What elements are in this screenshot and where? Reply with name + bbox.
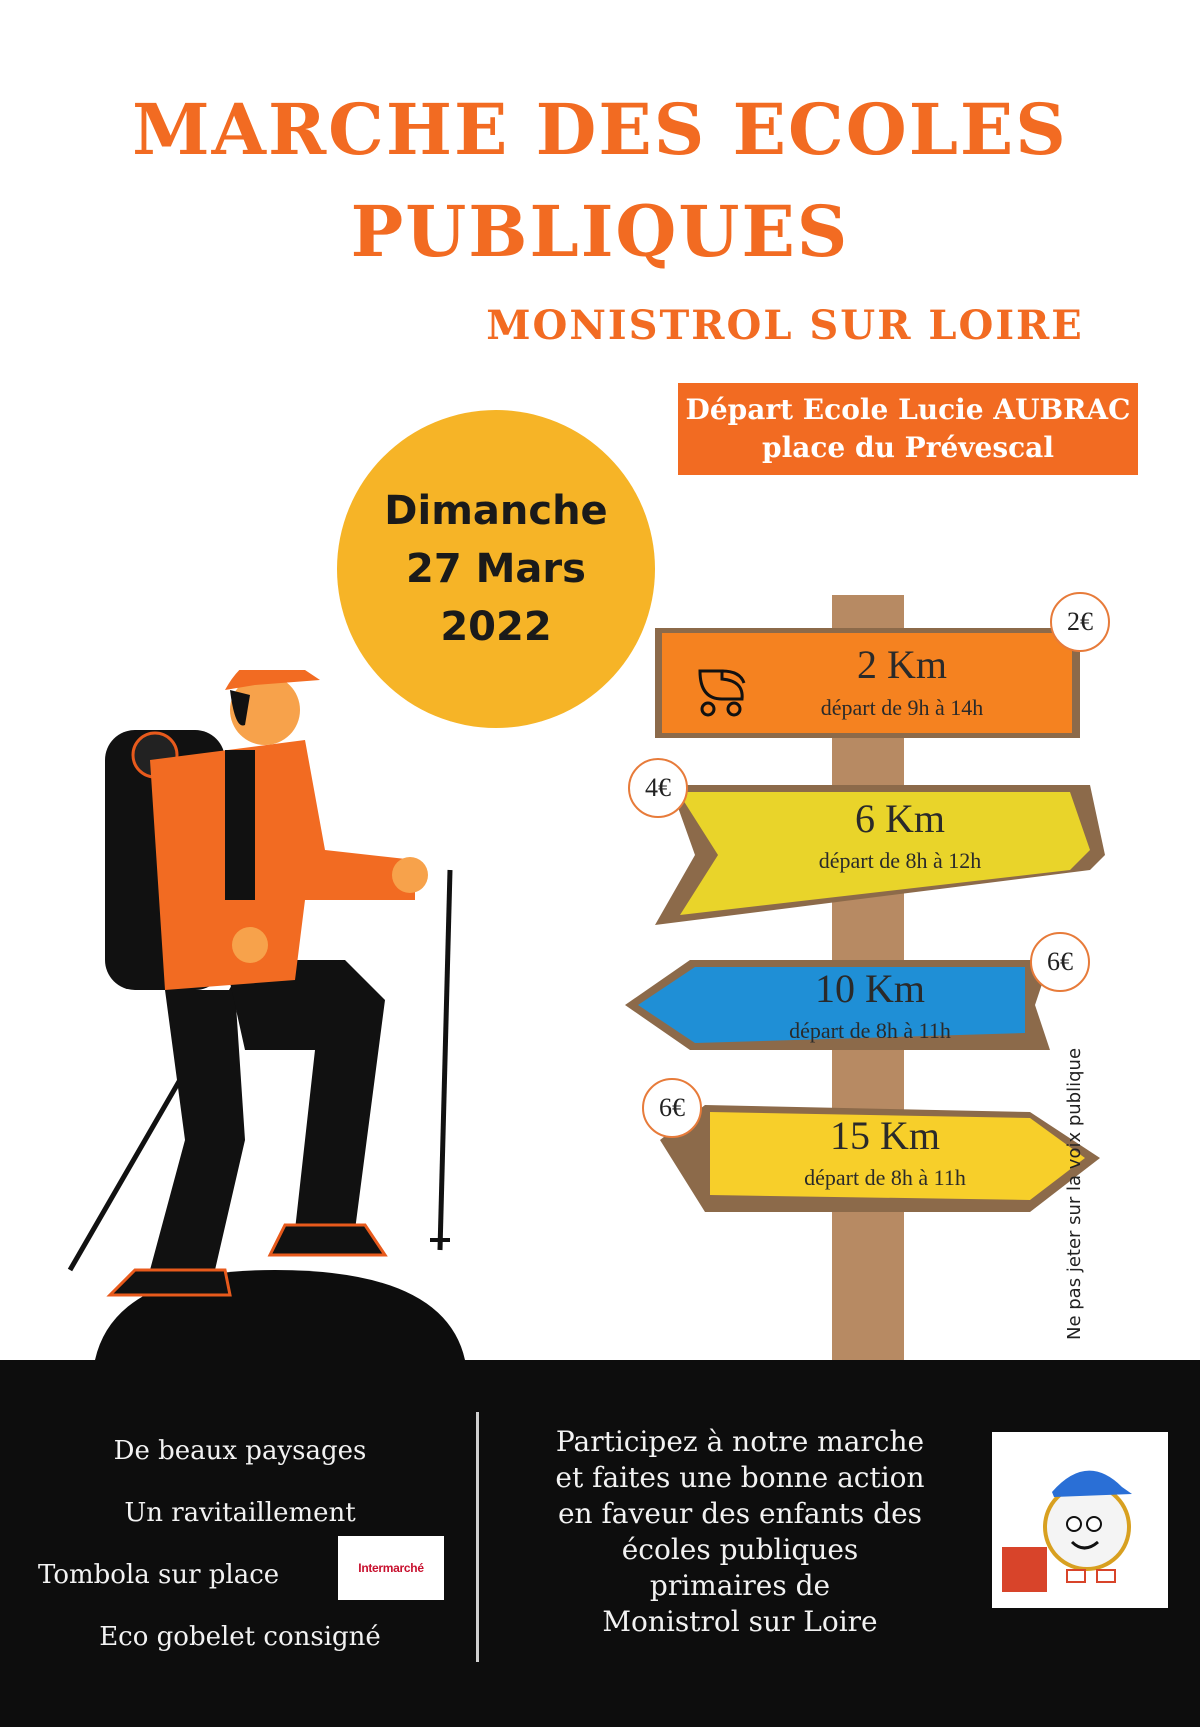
shoe-right xyxy=(270,1225,385,1255)
date-date: 27 Mars xyxy=(406,546,586,592)
appeal-line: écoles publiques xyxy=(621,1533,859,1566)
appeal-line: Participez à notre marche xyxy=(555,1425,925,1458)
sign-15km-distance: 15 Km xyxy=(830,1113,940,1158)
appeal-line: Monistrol sur Loire xyxy=(602,1605,878,1638)
mascot-icon xyxy=(992,1432,1168,1608)
hiker-hand xyxy=(392,857,428,893)
sign-2km-distance: 2 Km xyxy=(857,642,947,687)
title-line-1: MARCHE DES ECOLES xyxy=(132,88,1068,171)
bottom-divider xyxy=(476,1412,479,1662)
feature-item: Tombola sur place xyxy=(38,1560,280,1590)
price-badge-10km: 6€ xyxy=(1030,932,1090,992)
price-badge-15km: 6€ xyxy=(642,1078,702,1138)
mascot-image xyxy=(992,1432,1168,1608)
subtitle-location: MONISTROL SUR LOIRE xyxy=(486,302,1084,349)
shoe-left xyxy=(110,1270,230,1295)
appeal-text xyxy=(510,1424,970,1640)
sign-15km-departure: départ de 8h à 11h xyxy=(804,1165,966,1190)
price-badge-6km: 4€ xyxy=(628,758,688,818)
feature-item: Un ravitaillement xyxy=(124,1498,356,1528)
hiker-leg-left xyxy=(150,990,245,1270)
hiker-illustration xyxy=(55,670,495,1360)
intermarche-logo xyxy=(338,1536,444,1600)
sign-2km xyxy=(662,633,1072,733)
departure-line-2: place du Prévescal xyxy=(762,431,1054,464)
feature-item: Eco gobelet consigné xyxy=(99,1622,381,1652)
sign-6km-departure: départ de 8h à 12h xyxy=(818,848,982,873)
hiker-leg-right xyxy=(225,960,385,1230)
sign-10km-distance: 10 Km xyxy=(815,966,925,1011)
sign-2km-departure: départ de 9h à 14h xyxy=(820,695,984,720)
intermarche-logo-text: Intermarché xyxy=(358,1561,424,1575)
departure-line-1: Départ Ecole Lucie AUBRAC xyxy=(685,393,1131,426)
sign-10km-departure: départ de 8h à 11h xyxy=(789,1018,951,1043)
appeal-line: primaires de xyxy=(649,1569,831,1602)
sign-6km-distance: 6 Km xyxy=(855,796,945,841)
trekking-pole-right xyxy=(440,870,450,1250)
appeal-line: et faites une bonne action xyxy=(555,1461,925,1494)
feature-item: De beaux paysages xyxy=(113,1436,367,1466)
appeal-line: en faveur des enfants des xyxy=(557,1497,923,1530)
departure-box xyxy=(678,383,1138,475)
disclaimer-vertical: Ne pas jeter sur la voix publique xyxy=(1064,1047,1085,1340)
date-year: 2022 xyxy=(440,604,552,650)
hiker-jacket xyxy=(150,740,415,990)
price-badge-2km: 2€ xyxy=(1050,592,1110,652)
title-line-2: PUBLIQUES xyxy=(350,190,850,273)
date-day: Dimanche xyxy=(384,488,608,534)
